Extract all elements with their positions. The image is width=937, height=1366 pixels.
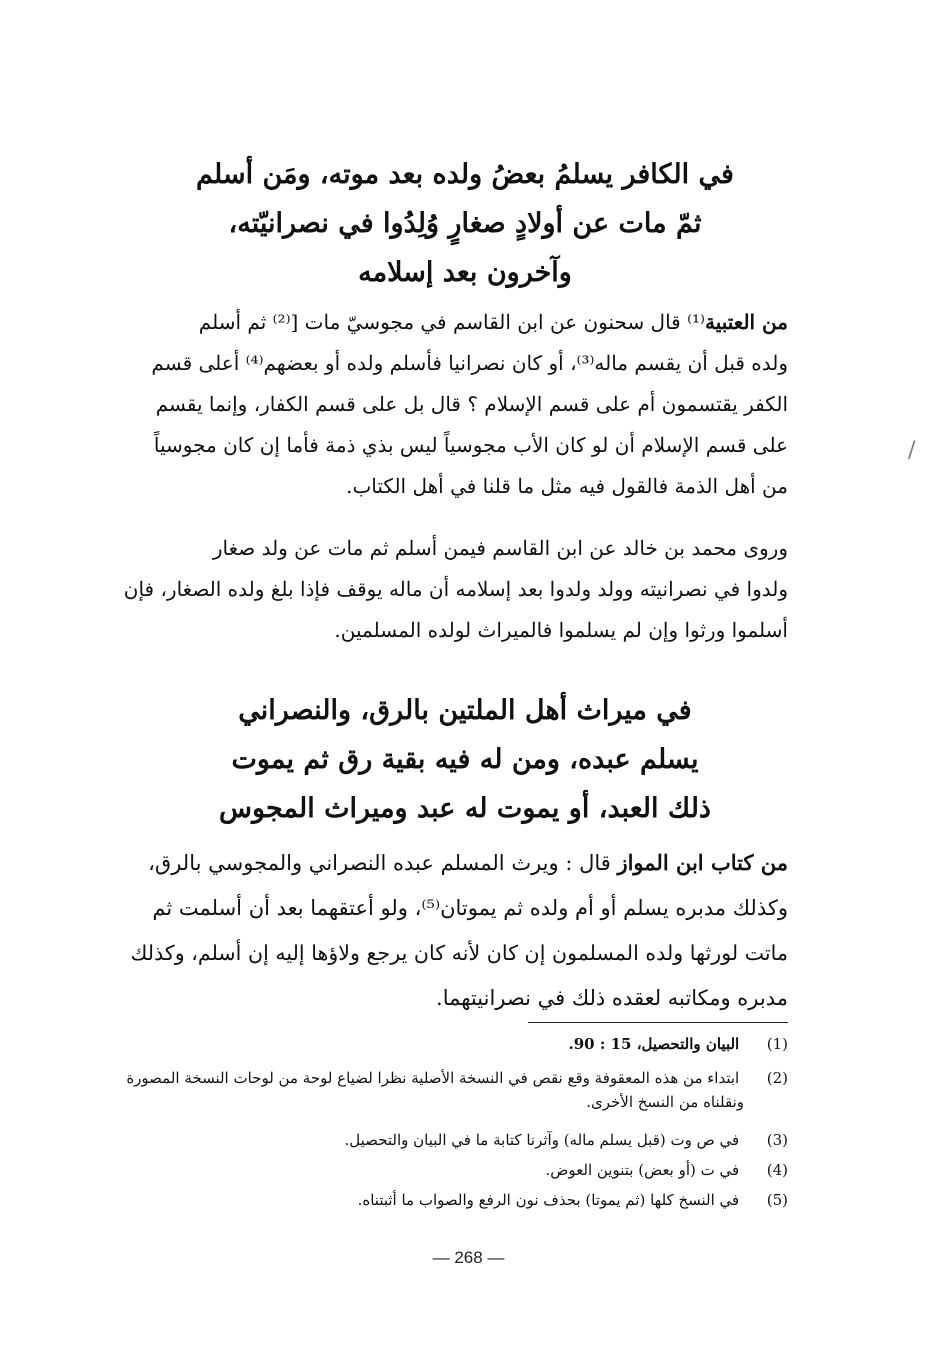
paragraph-3 xyxy=(120,840,788,1021)
paragraph-line: ولدوا في نصرانيته وولد ولدوا بعد إسلامه أن ماله يوقف فإذا بلغ ولده الصغار، فإن xyxy=(123,577,788,601)
footnote-4 xyxy=(120,1158,788,1182)
paragraph-1 xyxy=(120,302,788,507)
footnote-text: في ت (أو بعض) بتنوين العوض. xyxy=(545,1161,740,1179)
heading-line: ذلك العبد، أو يموت له عبد وميراث المجوس xyxy=(219,793,711,824)
paragraph-line: أسلموا ورثوا وإن لم يسلموا فالميراث لولده المسلمين. xyxy=(334,618,788,642)
footnote-1 xyxy=(120,1032,788,1056)
page-number: — 268 — xyxy=(432,1248,505,1267)
footnote-text: البيان والتحصيل، 15 : 90. xyxy=(568,1035,740,1053)
bold-lead-phrase: من العتبية xyxy=(704,310,788,334)
paragraph-line: على قسم الإسلام أن لو كان الأب مجوسياً ليس بذي ذمة فأما إن كان مجوسياً xyxy=(153,433,788,457)
footnote-number: (4) xyxy=(766,1161,788,1179)
heading-line: وآخرون بعد إسلامه xyxy=(358,257,572,288)
paragraph-line: من العتبية⁽¹⁾ قال سحنون عن ابن القاسم في مجوسيّ مات [⁽²⁾ ثم أسلم xyxy=(198,310,788,334)
footnote-divider xyxy=(528,1022,788,1023)
section-heading-2 xyxy=(120,686,810,833)
paragraph-line: من أهل الذمة فالقول فيه مثل ما قلنا في أهل الكتاب. xyxy=(346,474,788,498)
footnote-number: (2) xyxy=(766,1069,788,1087)
heading-line: ثمّ مات عن أولادٍ صغارٍ وُلِدُوا في نصرانيّته، xyxy=(228,208,702,239)
footnote-text: في النسخ كلها (ثم يموتا) بحذف نون الرفع والصواب ما أثبتناه. xyxy=(357,1191,740,1209)
footnote-text-continued: ونقلناه من النسخ الأخرى. xyxy=(586,1093,744,1111)
paragraph-line: وكذلك مدبره يسلم أو أم ولده ثم يموتان⁽⁵⁾، ولو أعتقهما بعد أن أسلمت ثم xyxy=(152,896,788,920)
footnote-5 xyxy=(120,1188,788,1212)
footnote-text: ابتداء من هذه المعقوفة وقع نقص في النسخة الأصلية نظرا لضياع لوحة من لوحات النسخة المصورة xyxy=(126,1069,740,1087)
paragraph-line: من كتاب ابن المواز قال : ويرث المسلم عبده النصراني والمجوسي بالرق، xyxy=(148,850,788,875)
footnote-number: (3) xyxy=(766,1131,788,1149)
footnote-number: (1) xyxy=(766,1035,788,1053)
paragraph-2 xyxy=(120,528,788,651)
footnote-3 xyxy=(120,1128,788,1152)
heading-line: يسلم عبده، ومن له فيه بقية رق ثم يموت xyxy=(231,744,699,775)
paragraph-line: ولده قبل أن يقسم ماله⁽³⁾، أو كان نصرانيا فأسلم ولده أو بعضهم⁽⁴⁾ أعلى قسم xyxy=(151,351,788,375)
paragraph-line: الكفر يقتسمون أم على قسم الإسلام ؟ قال بل على قسم الكفار، وإنما يقسم xyxy=(155,392,788,416)
footnote-number: (5) xyxy=(766,1191,788,1209)
paragraph-line: ماتت لورثها ولده المسلمون إن كان لأنه كان يرجع ولاؤها إليه إن أسلم، وكذلك xyxy=(130,941,788,965)
margin-pen-mark: / xyxy=(908,438,916,463)
paragraph-line: وروى محمد بن خالد عن ابن القاسم فيمن أسلم ثم مات عن ولد صغار xyxy=(212,536,788,560)
section-heading-1 xyxy=(120,150,810,297)
heading-line: في ميراث أهل الملتين بالرق، والنصراني xyxy=(238,695,692,726)
footnote-2 xyxy=(120,1066,788,1114)
bold-lead-phrase: من كتاب ابن المواز xyxy=(617,850,788,875)
footnote-text: في ص وت (قبل يسلم ماله) وآثرنا كتابة ما في البيان والتحصيل. xyxy=(344,1131,740,1149)
paragraph-line: مدبره ومكاتبه لعقده ذلك في نصرانيتهما. xyxy=(436,986,788,1010)
heading-line: في الكافر يسلمُ بعضُ ولده بعد موته، ومَن أسلم xyxy=(196,159,734,190)
